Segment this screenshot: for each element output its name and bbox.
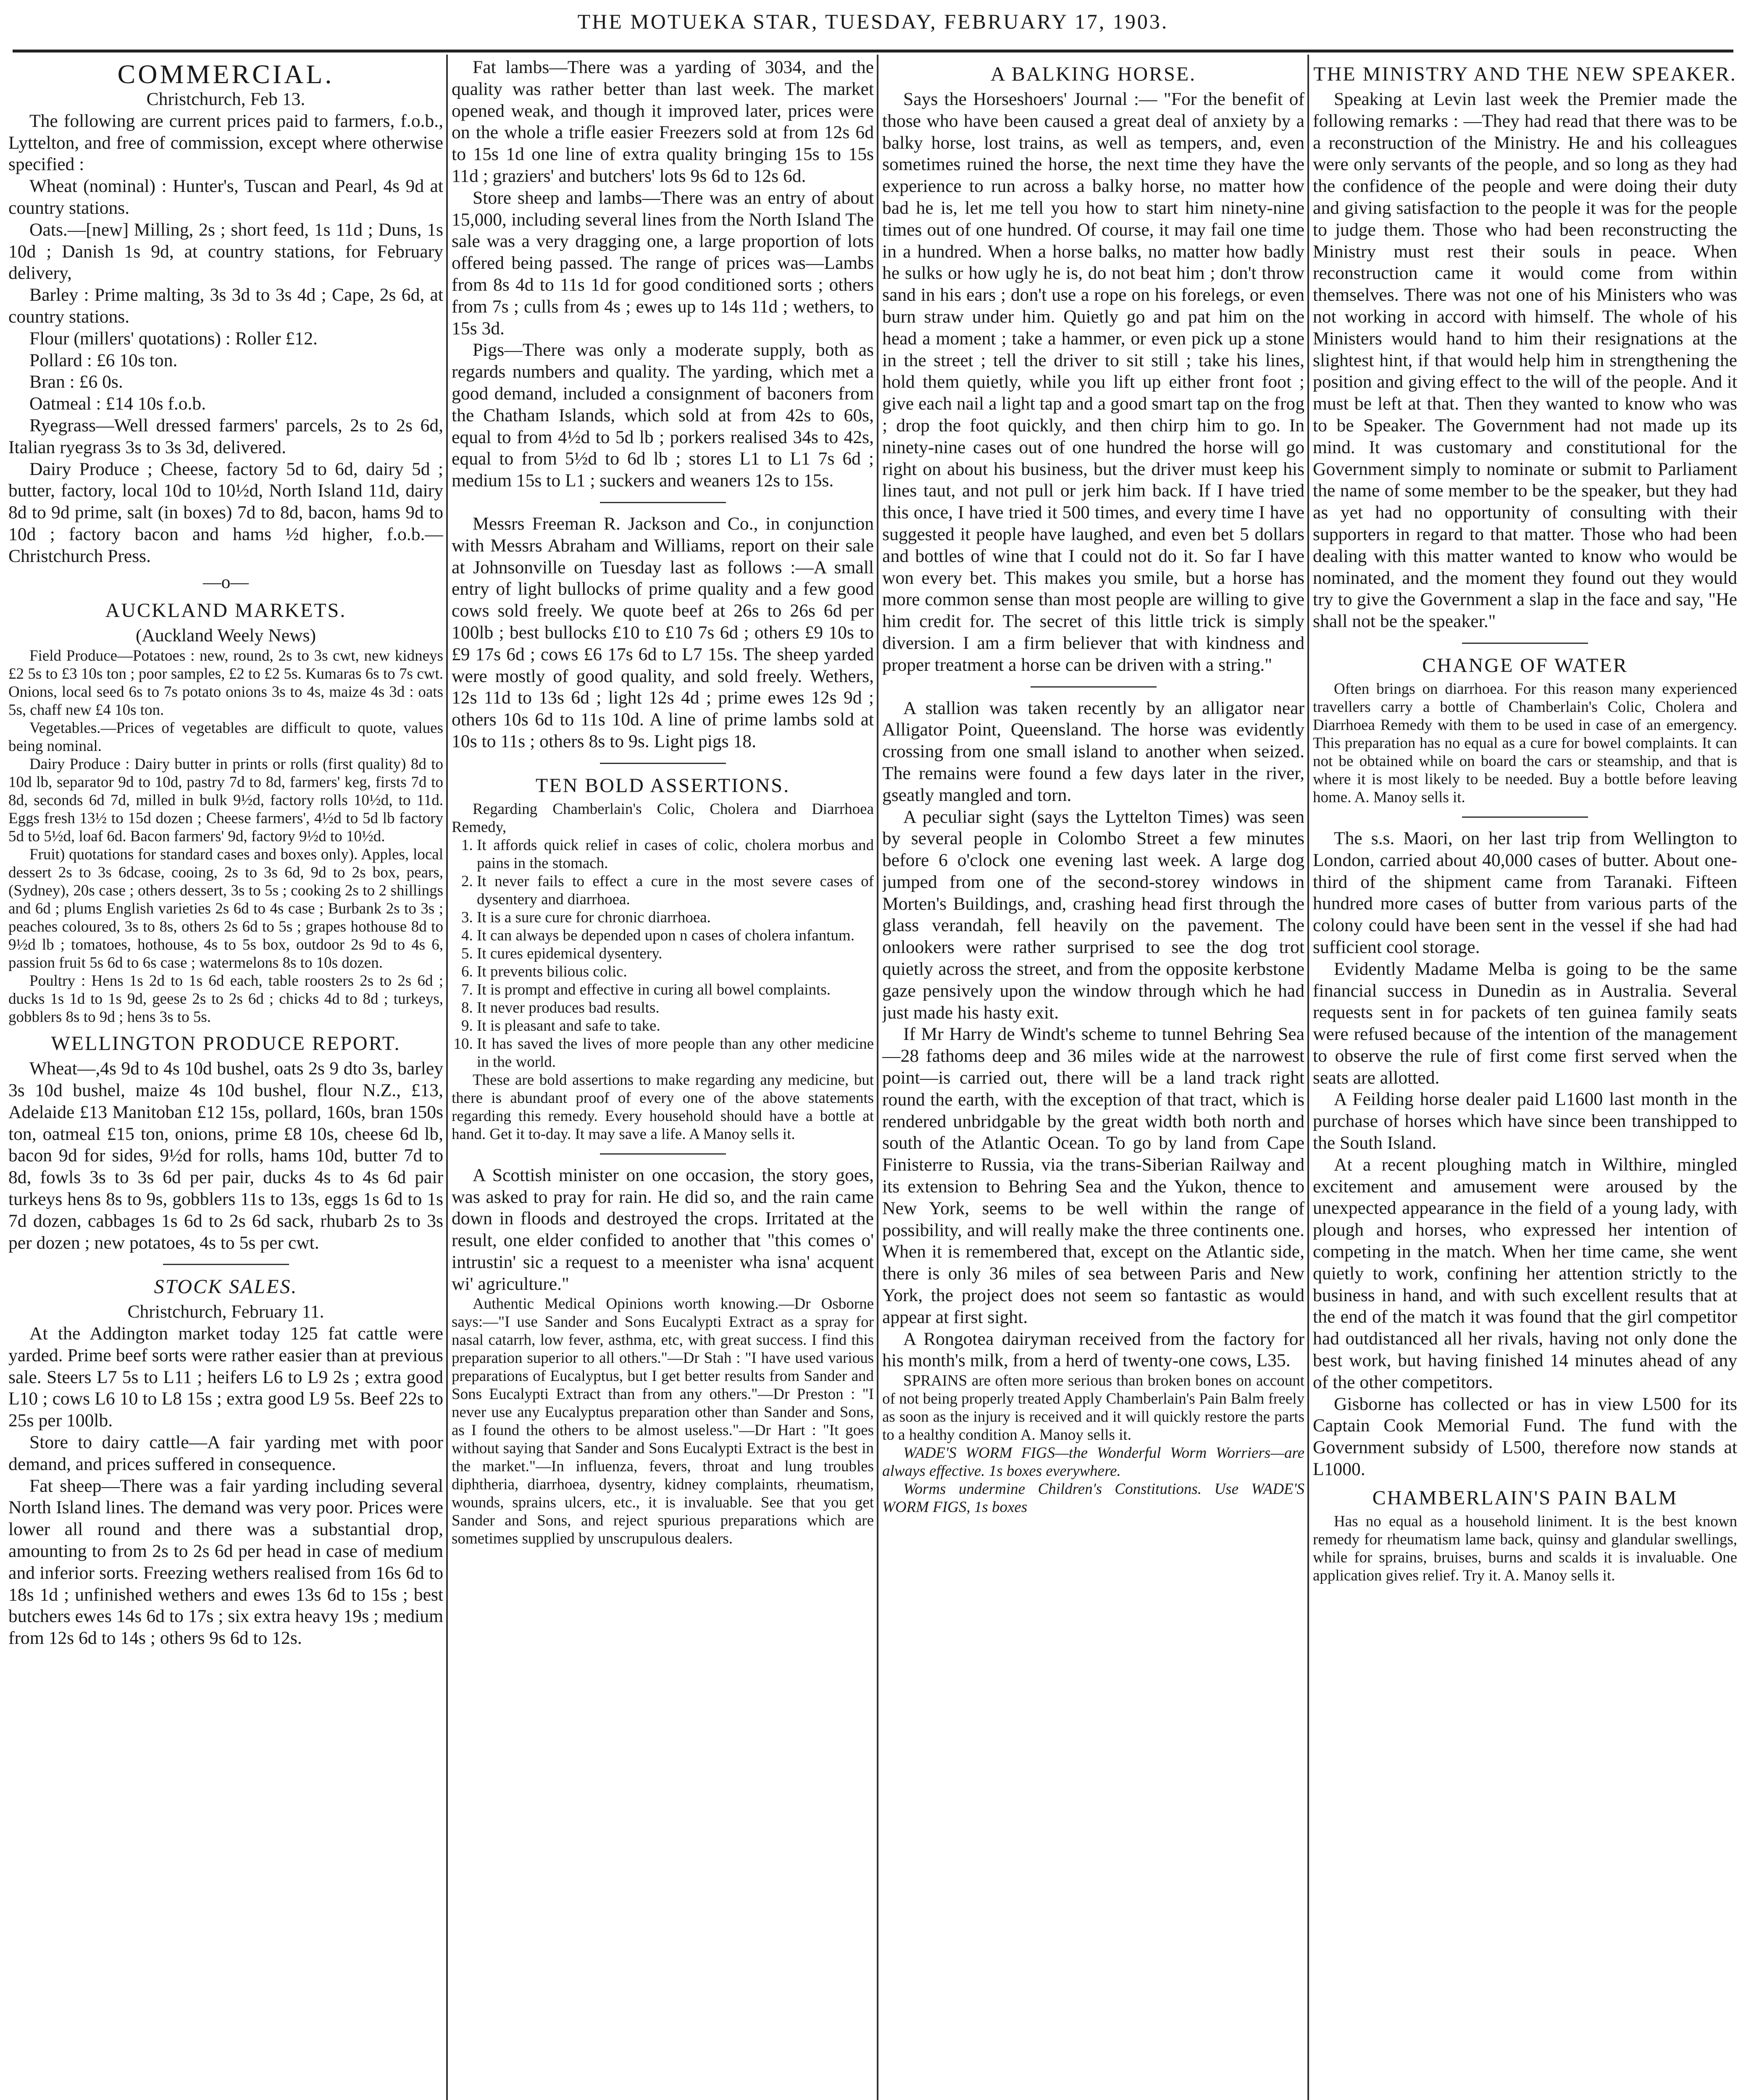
paragraph: Wheat (nominal) : Hunter's, Tuscan and Pearl, 4s 9d at country stations. — [8, 176, 443, 218]
auckland-subheading: (Auckland Weely News) — [135, 625, 316, 646]
paragraph: Fat sheep—There was a fair yarding including several North Island lines. The demand was very poor. Prices were lower all round and there was a substantial drop, amounting to from 2s to 2s 6d per head in case of medium and inferior sorts. Freezing wethers realised from 16s 6d to 18s 1d ; unfinished wethers and ewes 13s 6d to 15s ; best butchers ewes 14s 6d to 17s ; six extra heavy 19s ; medium from 12s 6d to 14s ; others 9s 6d to 12s. — [8, 1475, 443, 1648]
ministry-body: Speaking at Levin last week the Premier made the following remarks : —They had read that there was to be a reconstruction of the Ministry. He and his colleagues were only servants of the people, and so long as they had the confidence of the people and were doing their duty and giving satisfaction to the people it was for the people to judge them. Those who had been reconstructing the Ministry must rest their souls in peace. When reconstruction came it would come from within themselves. There was not one of his Ministers who was not working in accord with himself. The whole of his Ministers would hand to him their resignations at the slightest hint, if that would help him in strengthening the position and giving effect to the will of the people. And it must be left at that. Then they wanted to know who was to be Speaker. The Government had not made up its mind. It was customary and constitutional for the Government simply to nominate or submit to Parliament the name of some member to be the speaker, but they had as yet had no opportunity of consulting with their supporters in regard to that matter. Those who had been dealing with this matter wanted to know who would be nominated, and the moment they found out they would try to give the Government a slap in the face and say, "He shall not be the speaker." — [1313, 89, 1737, 632]
paragraph: Flour (millers' quotations) : Roller £12. — [29, 328, 318, 349]
column-rule — [877, 55, 878, 2100]
wellington-body: Wheat—,4s 9d to 4s 10d bushel, oats 2s 9 dto 3s, barley 3s 10d bushel, maize 4s 10d bushel, flour N.Z., £13, Adelaide £13 Manitoban £12 15s, pollard, 160s, bran 150s ton, oatmeal £15 ton, onions, prime £8 10s, cheese 6d lb, bacon 9d for sides, 9½d for rolls, hams 10d, butter 7d to 8d, fowls 3s to 3s 6d per pair, ducks 4s to 4s 6d pair turkeys hens 8s to 9s, gobblers 11s to 13s, eggs 1s 6d to 1s 7d dozen, cabbages 1s 6d to 2s 6d sack, rhubarb 2s to 3s per dozen ; new potatoes, 4s to 5s per cwt. — [8, 1058, 443, 1253]
paragraph: Store to dairy cattle—A fair yarding met with poor demand, and prices suffered in consequence. — [8, 1432, 443, 1474]
paragraph: Pigs—There was only a moderate supply, both as regards numbers and quality. The yarding, which met a good demand, included a consignment of baconers from the Chatham Islands, which sold at from 42s to 60s, equal to from 4½d to 5d lb ; porkers realised 34s to 42s, equal to from 5½d to 6d lb ; stores L1 to L1 7s 6d ; medium 15s to L1 ; suckers and weaners 12s to 15s. — [452, 340, 874, 491]
sprains-advert: SPRAINS are often more serious than broken bones on account of not being properly treated Apply Chamberlain's Pain Balm freely as soon as the injury is received and it will quickly restore the parts to a healthy condition A. Manoy sells it. — [882, 1372, 1304, 1444]
column-rule — [446, 55, 448, 2100]
scottish-minister-story: A Scottish minister on one occasion, the story goes, was asked to pray for rain. He did so, and the rain came down in floods and destroyed the crops. Irritated at the result, one elder confided to another that "this comes o' intrustin' sic a request to a meenister wha isna' acquent wi' agriculture." — [452, 1165, 874, 1294]
masthead — [0, 0, 1746, 50]
list-item: 3. It is a sure cure for chronic diarrhoea. — [477, 908, 874, 927]
commercial-dateline: Christchurch, Feb 13. — [146, 89, 305, 109]
section-divider: —o— — [203, 572, 249, 592]
paragraph: Vegetables.—Prices of vegetables are difficult to quote, values being nominal. — [8, 719, 443, 755]
freeman-report: Messrs Freeman R. Jackson and Co., in conjunction with Messrs Abraham and Williams, report on their sale at Johnsonville on Tuesday last as follows :—A small entry of light bullocks of prime quality and a few good cows sold freely. We quote beef at 26s to 26s 6d per 100lb ; best bullocks £10 to £10 7s 6d ; others £9 10s to £9 17s 6d ; cows £6 17s 6d to L7 15s. The sheep yarded were mostly of good quality, and sold freely. Wethers, 12s 11d to 13s 6d ; light 12s 4d ; prime ewes 12s 9d ; others 10s 6d to 11s 10d. A line of prime lambs sold at 10s to 11s ; others 8s to 9s. Light pigs 18. — [452, 513, 874, 751]
masthead-title: THE MOTUEKA STAR, TUESDAY, FEBRUARY 17, 1903. — [577, 10, 1169, 33]
column-2 — [452, 57, 874, 2100]
divider-rule — [600, 763, 726, 764]
paragraph: Oats.—[new] Milling, 2s ; short feed, 1s 11d ; Duns, 1s 10d ; Danish 1s 9d, at country stations, for February delivery, — [8, 219, 443, 284]
list-item: 8. It never produces bad results. — [477, 999, 874, 1017]
commercial-body — [8, 110, 443, 567]
ministry-heading: THE MINISTRY AND THE NEW SPEAKER. — [1313, 63, 1737, 85]
paragraph: Pollard : £6 10s ton. — [29, 350, 178, 370]
stock-sales-dateline: Christchurch, February 11. — [127, 1302, 324, 1322]
divider-rule — [600, 1153, 726, 1155]
ten-bold-body — [452, 800, 874, 1143]
divider-rule — [600, 502, 726, 503]
balking-horse-heading: A BALKING HORSE. — [990, 63, 1196, 85]
ten-bold-list — [452, 836, 874, 1071]
paragraph: Gisborne has collected or has in view L500 for its Captain Cook Memorial Fund. The fund with the Government subsidy of L500, therefore now stands at L1000. — [1313, 1394, 1737, 1480]
paragraph: Poultry : Hens 1s 2d to 1s 6d each, table roosters 2s to 2s 6d ; ducks 1s 1d to 1s 9d, geese 2s to 2s 6d ; chicks 4d to 8d ; turkeys, gobblers 8s to 9d ; hens 3s to 5s. — [8, 972, 443, 1026]
list-item: 1. It affords quick relief in cases of colic, cholera morbus and pains in the stomach. — [477, 836, 874, 872]
column-3 — [882, 57, 1304, 2100]
paragraph: Oatmeal : £14 10s f.o.b. — [29, 394, 206, 414]
divider-rule — [1462, 643, 1588, 644]
paragraph: Barley : Prime malting, 3s 3d to 3s 4d ; Cape, 2s 6d, at country stations. — [8, 285, 443, 327]
paragraph: The s.s. Maori, on her last trip from Wellington to London, carried about 40,000 cases of butter. About one-third of the shipment came from Taranaki. Fifteen hundred more cases of butter from various parts of the colony could have been sent in the vessel if she had had sufficient cool storage. — [1313, 828, 1737, 957]
list-item: 7. It is prompt and effective in curing all bowel complaints. — [477, 981, 874, 999]
wade-advert: Worms undermine Children's Constitutions. Use WADE'S WORM FIGS, 1s boxes — [882, 1480, 1304, 1516]
ten-bold-intro: Regarding Chamberlain's Colic, Cholera and Diarrhoea Remedy, — [452, 800, 874, 836]
paragraph: A Rongotea dairyman received from the factory for his month's milk, from a herd of twenty-one cows, L35. — [882, 1328, 1304, 1371]
list-item: 9. It is pleasant and safe to take. — [477, 1017, 874, 1035]
paragraph: Fruit) quotations for standard cases and boxes only). Apples, local dessert 2s to 3s 6dcase, cooing, 2s to 3s 6d, 9d to 2s box, pears, (Sydney), 20s case ; others dessert, 3s to 5s ; cooking 2s to 2 shillings and 6d ; plums English varieties 2s 6d to 4s case ; Burbank 2s to 3s ; peaches coloured, 3s to 8s, others 2s 6d to 5s ; grapes hothouse 8d to 9½d lb ; tomatoes, hothouse, 4s to 5s box, outdoor 2s 9d to 4s 6, passion fruit 5s 6d to 6s case ; watermelons 8s to 10s dozen. — [8, 846, 443, 972]
ten-bold-heading: TEN BOLD ASSERTIONS. — [535, 774, 790, 797]
stock-sales-heading: STOCK SALES. — [154, 1276, 298, 1298]
paragraph: The following are current prices paid to farmers, f.o.b., Lyttelton, and free of commission, except where otherwise specified : — [8, 110, 443, 175]
column-4 — [1313, 57, 1737, 2100]
paragraph: At the Addington market today 125 fat cattle were yarded. Prime beef sorts were rather easier than at previous sale. Steers L7 5s to L11 ; heifers L6 to L9 2s ; extra good L10 ; cows L6 10 to L8 15s ; extra good L9 5s. Beef 22s to 25s per 100lb. — [8, 1323, 443, 1431]
pain-balm-heading: CHAMBERLAIN'S PAIN BALM — [1372, 1486, 1678, 1509]
list-item: 10. It has saved the lives of more people than any other medicine in the world. — [477, 1035, 874, 1071]
divider-rule — [1462, 816, 1588, 818]
list-item: 2. It never fails to effect a cure in the most severe cases of dysentery and diarrhoea. — [477, 872, 874, 908]
list-item: 4. It can always be depended upon n cases of cholera infantum. — [477, 927, 874, 945]
paragraph: Field Produce—Potatoes : new, round, 2s to 3s cwt, new kidneys £2 5s to £3 10s ton ; poor samples, £2 to £2 5s. Kumaras 6s to 7s cwt. Onions, local seed 6s to 7s potato onions 3s to 4s, maize 4s 3d : oats 5s, chaff new £4 10s ton. — [8, 647, 443, 719]
paragraph: At a recent ploughing match in Wilthire, mingled excitement and amusement were aroused by the unexpected appearance in the field of a young lady, with plough and horses, who expressed her intention of competing in the match. When her time came, she went quietly to work, confining her attention strictly to the business in hand, and with such excellent results that at the end of the match it was found that the girl competitor had outdistanced all her rivals, having not only done the best work, but having finished 14 minutes ahead of any of the other competitors. — [1313, 1154, 1737, 1392]
pain-balm-body: Has no equal as a household liniment. It is the best known remedy for rheumatism lame back, quinsy and glandular swellings, while for sprains, bruises, burns and scalds it is invaluable. One application gives relief. Try it. A. Manoy sells it. — [1313, 1512, 1737, 1584]
paragraph: A stallion was taken recently by an alligator near Alligator Point, Queensland. The horse was evidently crossing from one small island to another when seized. The remains were found a few days later in the river, gseatly mangled and torn. — [882, 698, 1304, 805]
paragraph: Store sheep and lambs—There was an entry of about 15,000, including several lines from the North Island The sale was a very dragging one, a large proportion of lots offered being passed. The range of prices was—Lambs from 8s 4d to 11s 1d for good conditioned sorts ; others from 7s ; culls from 4s ; ewes up to 14s 11d ; wethers, to 15s 3d. — [452, 187, 874, 339]
column-1 — [8, 57, 443, 2100]
change-of-water-body: Often brings on diarrhoea. For this reason many experienced travellers carry a bottle of Chamberlain's Colic, Cholera and Diarrhoea Remedy with them to be used in case of an emergency. This preparation has no equal as a cure for bowel complaints. It can not be obtained while on board the cars or steamship, and that is where it is most likely to be needed. Buy a bottle before leaving home. A. Manoy sells it. — [1313, 680, 1737, 806]
list-item: 5. It cures epidemical dysentery. — [477, 945, 874, 963]
divider-rule — [163, 1264, 289, 1265]
column-rule — [1307, 55, 1309, 2100]
auckland-heading: AUCKLAND MARKETS. — [105, 599, 347, 622]
paragraph: Dairy Produce ; Cheese, factory 5d to 6d, dairy 5d ; butter, factory, local 10d to 10½d, North Island 11d, dairy 8d to 9d prime, salt (in boxes) 7d to 8d, bacon, hams 9d to 10d ; factory bacon and hams ½d higher, f.o.b.—Christchurch Press. — [8, 459, 443, 566]
paragraph: Bran : £6 0s. — [29, 372, 123, 392]
auckland-body — [8, 647, 443, 1026]
wellington-heading: WELLINGTON PRODUCE REPORT. — [51, 1032, 401, 1055]
list-item: 6. It prevents bilious colic. — [477, 963, 874, 981]
paragraph: A Feilding horse dealer paid L1600 last month in the purchase of horses which have since been transhipped to the South Island. — [1313, 1089, 1737, 1153]
paragraph: If Mr Harry de Windt's scheme to tunnel Behring Sea—28 fathoms deep and 36 miles wide at the narrowest point—is carried out, there will be a land track right round the earth, with the exception of that tract, which is rendered unbridgable by the great width both north and south of the Atlantic Ocean. To go by land from Cape Finisterre to Russia, via the trans-Siberian Railway and its extension to Behring Sea and the Yukon, thence to New York, seems to be well within the range of possibility, and will really make the three continents one. When it is remembered that, except on the Atlantic side, there is only 36 miles of sea between Paris and New York, the project does not seem so fantastic as would appear at first sight. — [882, 1024, 1304, 1327]
change-of-water-heading: CHANGE OF WATER — [1422, 654, 1628, 677]
paragraph: Ryegrass—Well dressed farmers' parcels, 2s to 2s 6d, Italian ryegrass 3s to 3s 3d, delivered. — [8, 415, 443, 457]
paragraph: Fat lambs—There was a yarding of 3034, and the quality was rather better than last week. The market opened weak, and though it improved later, prices were on the whole a trifle easier Freezers sold at from 12s 6d to 15s 1d one line of extra quality bringing 15s to 15s 11d ; graziers' and butchers' lots 9s 6d to 12s 6d. — [452, 57, 874, 186]
ten-bold-close: These are bold assertions to make regarding any medicine, but there is abundant proof of every one of the above statements regarding this remedy. Every household should have a bottle at hand. Get it to-day. It may save a life. A Manoy sells it. — [452, 1071, 874, 1143]
balking-horse-body: Says the Horseshoers' Journal :— "For the benefit of those who have been caused a great deal of anxiety by a balky horse, lost trains, as well as tempers, and, even sometimes ruined the horse, the next time they have the experience to run across a balky horse, no matter how bad he is, let me tell you how to start him ninety-nine times out of one hundred. Of course, it may fail one time in a hundred. When a horse balks, no matter how badly he sulks or how ugly he is, do not beat him ; don't throw sand in his ears ; don't use a rope on his forelegs, or even burn straw under him. Quietly go and pat him on the head a moment ; take a hammer, or even pick up a stone in the street ; tell the driver to sit still ; take his lines, hold them quietly, while you lift up either front foot ; give each nail a light tap and a good smart tap on the frog ; drop the foot quickly, and then chirp him to go. In ninety-nine cases out of one hundred the horse will go right on about his business, but the driver must keep his lines taut, and not pull or jerk him back. If I have tried this once, I have tried it 500 times, and every time I have suggested it people have laughed, and even bet 5 dollars and bottles of wine that I could not do it. So far I have won every bet. This makes you smile, but a horse has more common sense than most people are willing to give him credit for. The secret of this little trick is simply diversion. I am a firm believer that with kindness and proper treatment a horse can be driven with a string." — [882, 89, 1304, 675]
masthead-rule — [13, 50, 1733, 52]
paragraph: Dairy Produce : Dairy butter in prints or rolls (first quality) 8d to 10d lb, separator 9d to 10d, pastry 7d to 8d, farmers' keg, firsts 7d to 8d, seconds 6d 7d, milled in bulk 9½d, factory rolls 10½d, to 11d. Eggs fresh 13½ to 15d dozen ; Cheese farmers', 4½d to 5d lb factory 5d to 5½d, loaf 6d. Bacon farmers' 9d, factory 9½d to 10½d. — [8, 756, 443, 845]
commercial-heading: COMMERCIAL. — [117, 59, 334, 89]
paragraph: Evidently Madame Melba is going to be the same financial success in Dunedin as in Australia. Several requests sent in for packets of ten guinea family seats were refused because of the intention of the management to observe the rule of first come first served when the seats are allotted. — [1313, 958, 1737, 1088]
wade-advert: WADE'S WORM FIGS—the Wonderful Worm Worriers—are always effective. 1s boxes everywhere. — [882, 1444, 1304, 1480]
divider-rule — [1031, 686, 1157, 688]
medical-opinions: Authentic Medical Opinions worth knowing.—Dr Osborne says:—"I use Sander and Sons Eucalypti Extract as a spray for nasal catarrh, low fever, asthma, etc, with great success. I find this preparation superior to all others."—Dr Stah : "I have used various preparations of Eucalyptus, but I get better results from Sander and Sons Eucalypti Extract than from any others."—Dr Preston : "I never use any Eucalyptus preparation other than Sander and Sons, as I found the others to be almost useless."—Dr Hart : "It goes without saying that Sander and Sons Eucalypti Extract is the best in the market."—In influenza, fevers, throat and lung troubles diphtheria, diarrhoea, dysentry, kidney complaints, rheumatism, wounds, sprains ulcers, etc., it is invaluable. See that you get Sander and Sons, and reject spurious preparations which are sometimes supplied by unscrupulous dealers. — [452, 1295, 874, 1548]
paragraph: A peculiar sight (says the Lyttelton Times) was seen by several people in Colombo Street a few minutes before 6 o'clock one evening last week. A large dog jumped from one of the second-storey windows in Morten's Buildings, and, crashing head first through the glass verandah, fell heavily on the pavement. The onlookers were rather surprised to see the dog trot quietly across the street, and from the opposite kerbstone gaze pensively upon the window through which he had just made his hasty exit. — [882, 806, 1304, 1023]
